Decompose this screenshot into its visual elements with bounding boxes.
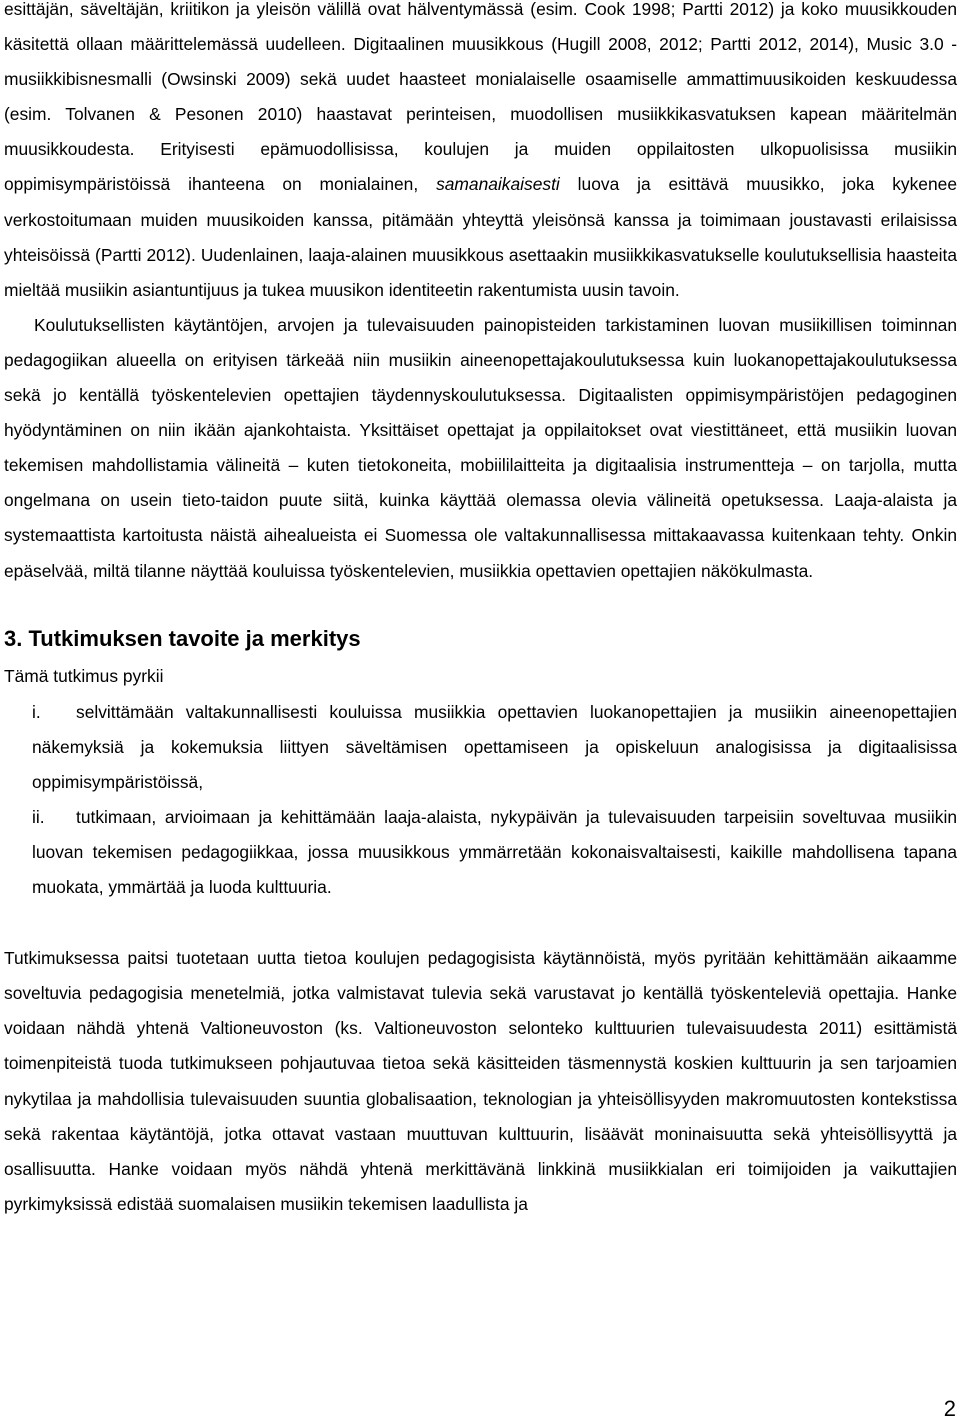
list-item — [4, 695, 957, 800]
paragraph-text: esittäjän, säveltäjän, kriitikon ja yleisön välillä ovat hälventymässä (esim. Cook 1998; Partti 2012) ja koko muusikkouden käsitettä ollaan määrittelemässä uudelleen. Digitaalinen muusikkous (Hugill 2008, 2012; Partti 2012, 2014), Music 3.0 -musiikkibisnesmalli (Owsinski 2009) sekä uudet haasteet monialaiselle osaamiselle ammattimuusikoiden keskuudessa (esim. Tolvanen & Pesonen 2010) haastavat perinteisen, muodollisen musiikkikasvatuksen kapean määritelmän muusikkoudesta. Erityisesti epämuodollisissa, koulujen ja muiden oppilaitosten ulkopuolisissa musiikin oppimisympäristöissä ihanteena on monialainen, — [4, 0, 957, 195]
emphasized-word: samanaikaisesti — [436, 174, 560, 195]
list-marker: ii. — [32, 806, 45, 827]
objectives-list — [4, 695, 957, 906]
list-intro: Tämä tutkimus pyrkii — [4, 665, 164, 686]
section-heading: 3. Tutkimuksen tavoite ja merkitys — [4, 625, 361, 651]
paragraph-hanke: Tutkimuksessa paitsi tuotetaan uutta tietoa koulujen pedagogisista käytännöistä, myös pyritään kehittämään aikaamme soveltuvia pedagogisia menetelmiä, jotka valmistavat tulevia sekä varustavat jo kentällä työskenteleviä opettajia. Hanke voidaan nähdä yhtenä Valtioneuvoston (ks. Valtioneuvoston selonteko kulttuurien tulevaisuudesta 2011) esittämistä toimenpiteistä tuoda tutkimukseen pohjautuvaa tietoa sekä käsitteiden täsmennystä koskien kulttuurin ja sen tarjoamien nykytilaa ja mahdollisia tulevaisuuden suuntia globalisaation, teknologian ja yhteisöllisyyden makromuutosten kontekstissa sekä rakentaa käytäntöjä, jotka ottavat vastaan muuttuvan kulttuurin, lisäävät moninaisuutta sekä yhteisöllisyyttä ja osallisuutta. Hanke voidaan myös nähdä yhtenä merkittävänä linkkinä musiikkialan eri toimijoiden ja vaikuttajien pyrkimyksissä edistää suomalaisen musiikin tekemisen laadullista ja — [4, 948, 957, 1214]
list-marker: i. — [32, 701, 41, 722]
paragraph-muusikkous — [4, 0, 957, 308]
list-item-text: selvittämään valtakunnallisesti kouluissa musiikkia opettavien luokanopettajien ja musiikin aineenopettajien näkemyksiä ja kokemuksia liittyen säveltämisen opettamiseen ja opiskeluun analogisissa ja digitaalisissa oppimisympäristöissä, — [32, 701, 957, 792]
list-item — [4, 800, 957, 905]
list-item-text: tutkimaan, arvioimaan ja kehittämään laaja-alaista, nykypäivän ja tulevaisuuden tarpeisiin soveltuvaa musiikin luovan tekemisen pedagogiikkaa, jossa muusikkous ymmärretään kokonaisvaltaisesti, kaikille mahdollisena tapana muokata, ymmärtää ja luoda kulttuuria. — [32, 806, 957, 898]
document-page — [4, 0, 957, 1222]
paragraph-text: luova ja esittävä muusikko, joka kykenee verkostoitumaan muiden muusikoiden kanssa, pitämään yhteyttä yleisönsä kanssa ja toimimaan joustavasti erilaisissa yhteisöissä (Partti 2012). Uudenlainen, laaja-alainen muusikkous asettaakin musiikkikasvatukselle koulutuksellisia haasteita mieltää musiikin asiantuntijuus ja tukea muusikon identiteetin rakentumista uusin tavoin. — [4, 174, 957, 300]
page-number: 2 — [943, 1396, 956, 1421]
paragraph-koulutus: Koulutuksellisten käytäntöjen, arvojen ja tulevaisuuden painopisteiden tarkistaminen luovan musiikillisen toiminnan pedagogiikan alueella on erityisen tärkeää niin musiikin aineenopettajakoulutuksessa kuin luokanopettajakoulutuksessa sekä jo kentällä työskentelevien opettajien täydennyskoulutuksessa. Digitaalisten oppimisympäristöjen pedagoginen hyödyntäminen on niin ikään ajankohtaista. Yksittäiset opettajat ja oppilaitokset ovat viestittäneet, että musiikin luovan tekemisen mahdollistamia välineitä – kuten tietokoneita, mobiililaitteita ja digitaalisia instrumentteja – on tarjolla, mutta ongelmana on usein tieto-taidon puute siitä, kuinka käyttää olemassa olevia välineitä opetuksessa. Laaja-alaista ja systemaattista kartoitusta näistä aihealueista ei Suomessa ole valtakunnallisessa mittakaavassa kuitenkaan tehty. Onkin epäselvää, miltä tilanne näyttää kouluissa työskentelevien, musiikkia opettavien opettajien näkökulmasta. — [4, 314, 957, 581]
